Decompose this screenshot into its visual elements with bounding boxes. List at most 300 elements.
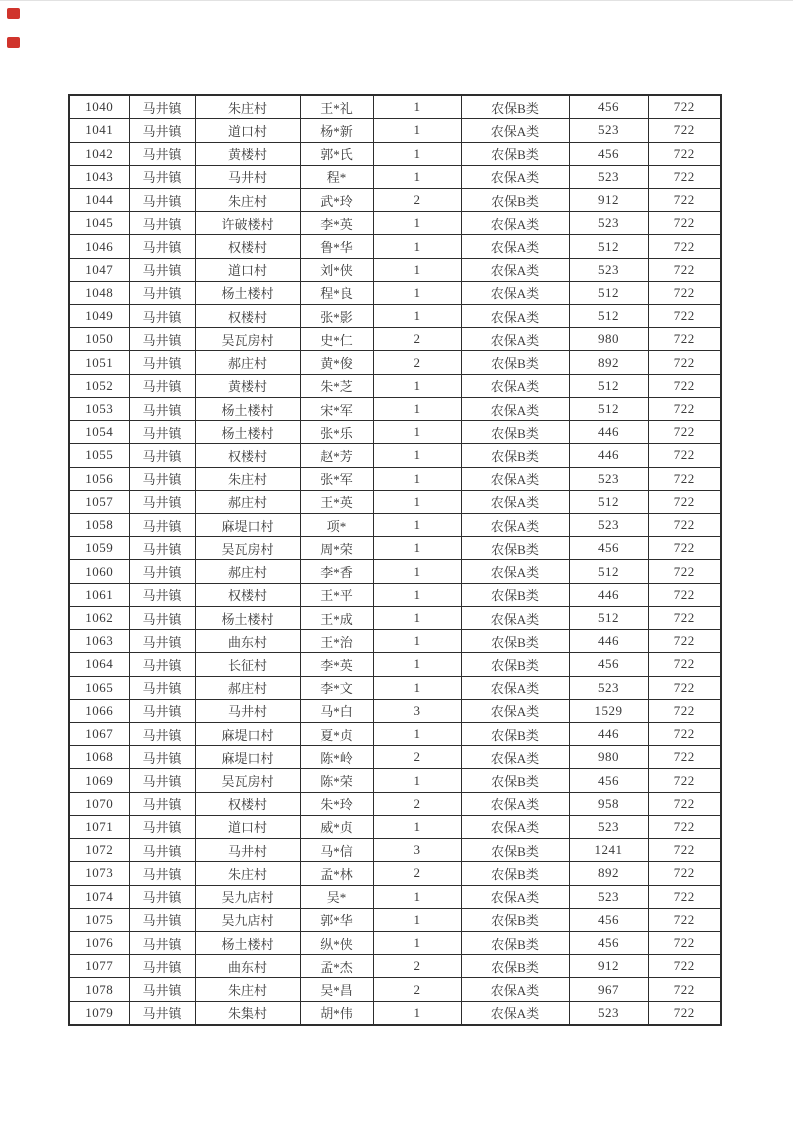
cell-person-name: 黄*俊 [300,351,373,374]
cell-serial-number: 1042 [69,142,129,165]
cell-code: 722 [648,421,721,444]
cell-town: 马井镇 [129,839,195,862]
cell-town: 马井镇 [129,630,195,653]
cell-person-name: 郭*氏 [300,142,373,165]
cell-insurance-category: 农保A类 [461,885,569,908]
cell-insurance-category: 农保A类 [461,374,569,397]
cell-village: 权楼村 [195,583,300,606]
cell-person-name: 鲁*华 [300,235,373,258]
table-row [69,722,721,745]
table-row [69,374,721,397]
pension-roster-body [69,95,721,1025]
cell-town: 马井镇 [129,235,195,258]
cell-amount: 958 [569,792,648,815]
cell-serial-number: 1072 [69,839,129,862]
cell-amount: 456 [569,142,648,165]
cell-town: 马井镇 [129,722,195,745]
cell-amount: 456 [569,537,648,560]
table-row [69,95,721,119]
cell-person-name: 李*香 [300,560,373,583]
table-row [69,1001,721,1025]
cell-amount: 456 [569,931,648,954]
cell-serial-number: 1068 [69,746,129,769]
cell-person-count: 1 [373,676,461,699]
cell-village: 长征村 [195,653,300,676]
table-row [69,746,721,769]
cell-village: 吴九店村 [195,885,300,908]
cell-person-count: 1 [373,142,461,165]
cell-village: 黄楼村 [195,142,300,165]
cell-person-name: 周*荣 [300,537,373,560]
cell-village: 吴九店村 [195,908,300,931]
cell-town: 马井镇 [129,490,195,513]
cell-person-name: 刘*侠 [300,258,373,281]
cell-person-count: 1 [373,769,461,792]
cell-village: 杨土楼村 [195,281,300,304]
cell-person-name: 孟*林 [300,862,373,885]
cell-code: 722 [648,815,721,838]
cell-insurance-category: 农保A类 [461,676,569,699]
cell-serial-number: 1073 [69,862,129,885]
cell-code: 722 [648,1001,721,1025]
cell-amount: 523 [569,1001,648,1025]
cell-serial-number: 1079 [69,1001,129,1025]
cell-code: 722 [648,583,721,606]
cell-town: 马井镇 [129,908,195,931]
cell-serial-number: 1044 [69,188,129,211]
cell-serial-number: 1070 [69,792,129,815]
cell-town: 马井镇 [129,955,195,978]
cell-village: 许破楼村 [195,212,300,235]
cell-person-count: 3 [373,699,461,722]
cell-insurance-category: 农保A类 [461,1001,569,1025]
cell-person-count: 1 [373,606,461,629]
cell-serial-number: 1047 [69,258,129,281]
table-row [69,769,721,792]
cell-amount: 892 [569,862,648,885]
cell-person-name: 李*英 [300,212,373,235]
cell-village: 吴瓦房村 [195,328,300,351]
cell-code: 722 [648,862,721,885]
cell-amount: 523 [569,165,648,188]
table-row [69,583,721,606]
cell-serial-number: 1060 [69,560,129,583]
cell-amount: 523 [569,258,648,281]
cell-person-name: 王*平 [300,583,373,606]
cell-town: 马井镇 [129,676,195,699]
cell-insurance-category: 农保B类 [461,421,569,444]
table-row [69,258,721,281]
cell-insurance-category: 农保A类 [461,397,569,420]
cell-amount: 967 [569,978,648,1001]
cell-insurance-category: 农保A类 [461,165,569,188]
cell-town: 马井镇 [129,815,195,838]
cell-person-name: 胡*伟 [300,1001,373,1025]
table-row [69,885,721,908]
table-row [69,397,721,420]
cell-person-count: 1 [373,212,461,235]
cell-amount: 523 [569,885,648,908]
cell-code: 722 [648,839,721,862]
table-row [69,490,721,513]
cell-person-count: 2 [373,328,461,351]
cell-person-name: 程*良 [300,281,373,304]
cell-person-count: 1 [373,653,461,676]
cell-code: 722 [648,281,721,304]
cell-person-count: 2 [373,351,461,374]
cell-code: 722 [648,885,721,908]
cell-person-name: 朱*玲 [300,792,373,815]
cell-serial-number: 1046 [69,235,129,258]
cell-code: 722 [648,699,721,722]
cell-amount: 1241 [569,839,648,862]
cell-person-count: 1 [373,165,461,188]
cell-person-count: 1 [373,490,461,513]
cell-town: 马井镇 [129,305,195,328]
cell-person-name: 王*成 [300,606,373,629]
cell-village: 吴瓦房村 [195,537,300,560]
table-row [69,421,721,444]
table-row [69,467,721,490]
cell-village: 朱庄村 [195,862,300,885]
cell-person-count: 2 [373,862,461,885]
cell-person-name: 马*白 [300,699,373,722]
cell-insurance-category: 农保A类 [461,815,569,838]
cell-insurance-category: 农保A类 [461,212,569,235]
cell-person-count: 1 [373,514,461,537]
cell-person-name: 威*贞 [300,815,373,838]
cell-serial-number: 1040 [69,95,129,119]
cell-amount: 912 [569,188,648,211]
cell-town: 马井镇 [129,95,195,119]
table-row [69,862,721,885]
cell-insurance-category: 农保B类 [461,769,569,792]
cell-insurance-category: 农保B类 [461,955,569,978]
cell-village: 朱庄村 [195,95,300,119]
cell-code: 722 [648,165,721,188]
cell-serial-number: 1051 [69,351,129,374]
cell-village: 朱集村 [195,1001,300,1025]
cell-amount: 523 [569,676,648,699]
cell-serial-number: 1062 [69,606,129,629]
cell-amount: 512 [569,397,648,420]
cell-town: 马井镇 [129,444,195,467]
cell-insurance-category: 农保B类 [461,722,569,745]
cell-serial-number: 1074 [69,885,129,908]
cell-person-count: 1 [373,235,461,258]
cell-serial-number: 1063 [69,630,129,653]
cell-person-name: 陈*荣 [300,769,373,792]
cell-town: 马井镇 [129,142,195,165]
cell-town: 马井镇 [129,119,195,142]
cell-town: 马井镇 [129,165,195,188]
cell-amount: 523 [569,467,648,490]
cell-person-name: 陈*岭 [300,746,373,769]
cell-serial-number: 1064 [69,653,129,676]
table-row [69,514,721,537]
cell-amount: 446 [569,722,648,745]
cell-code: 722 [648,746,721,769]
table-row [69,188,721,211]
table-row [69,119,721,142]
cell-village: 杨土楼村 [195,931,300,954]
cell-insurance-category: 农保A类 [461,978,569,1001]
cell-amount: 446 [569,444,648,467]
cell-person-count: 3 [373,839,461,862]
cell-code: 722 [648,374,721,397]
cell-person-name: 马*信 [300,839,373,862]
cell-amount: 446 [569,583,648,606]
cell-amount: 512 [569,305,648,328]
cell-village: 朱庄村 [195,467,300,490]
cell-village: 权楼村 [195,792,300,815]
cell-serial-number: 1057 [69,490,129,513]
cell-code: 722 [648,467,721,490]
cell-town: 马井镇 [129,978,195,1001]
cell-town: 马井镇 [129,258,195,281]
cell-serial-number: 1078 [69,978,129,1001]
cell-serial-number: 1067 [69,722,129,745]
cell-person-count: 1 [373,1001,461,1025]
table-row [69,839,721,862]
cell-code: 722 [648,212,721,235]
cell-village: 朱庄村 [195,978,300,1001]
cell-amount: 512 [569,235,648,258]
cell-person-count: 2 [373,188,461,211]
cell-amount: 523 [569,212,648,235]
cell-serial-number: 1077 [69,955,129,978]
cell-town: 马井镇 [129,885,195,908]
cell-amount: 512 [569,490,648,513]
cell-amount: 512 [569,374,648,397]
cell-town: 马井镇 [129,351,195,374]
table-row [69,978,721,1001]
cell-serial-number: 1071 [69,815,129,838]
table-row [69,142,721,165]
cell-amount: 523 [569,815,648,838]
cell-code: 722 [648,142,721,165]
cell-code: 722 [648,235,721,258]
cell-insurance-category: 农保A类 [461,606,569,629]
cell-person-count: 1 [373,537,461,560]
cell-code: 722 [648,769,721,792]
cell-code: 722 [648,931,721,954]
cell-person-count: 1 [373,444,461,467]
cell-amount: 523 [569,119,648,142]
cell-town: 马井镇 [129,467,195,490]
cell-person-name: 史*仁 [300,328,373,351]
cell-insurance-category: 农保A类 [461,467,569,490]
cell-person-count: 1 [373,722,461,745]
cell-village: 郝庄村 [195,351,300,374]
cell-person-name: 纵*侠 [300,931,373,954]
cell-amount: 456 [569,769,648,792]
table-row [69,815,721,838]
cell-town: 马井镇 [129,212,195,235]
cell-insurance-category: 农保A类 [461,792,569,815]
cell-person-count: 1 [373,281,461,304]
cell-person-count: 1 [373,397,461,420]
table-row [69,560,721,583]
cell-village: 麻堤口村 [195,514,300,537]
cell-person-count: 1 [373,908,461,931]
cell-serial-number: 1054 [69,421,129,444]
cell-town: 马井镇 [129,862,195,885]
cell-insurance-category: 农保A类 [461,119,569,142]
cell-person-name: 李*文 [300,676,373,699]
cell-village: 朱庄村 [195,188,300,211]
table-row [69,212,721,235]
cell-insurance-category: 农保A类 [461,699,569,722]
cell-serial-number: 1049 [69,305,129,328]
cell-person-count: 1 [373,467,461,490]
cell-person-name: 王*治 [300,630,373,653]
cell-town: 马井镇 [129,606,195,629]
cell-serial-number: 1048 [69,281,129,304]
cell-amount: 1529 [569,699,648,722]
cell-insurance-category: 农保B类 [461,142,569,165]
cell-insurance-category: 农保A类 [461,746,569,769]
cell-code: 722 [648,514,721,537]
cell-amount: 512 [569,606,648,629]
cell-serial-number: 1056 [69,467,129,490]
cell-code: 722 [648,676,721,699]
cell-person-count: 1 [373,305,461,328]
cell-serial-number: 1058 [69,514,129,537]
cell-town: 马井镇 [129,328,195,351]
cell-person-count: 2 [373,746,461,769]
cell-serial-number: 1041 [69,119,129,142]
table-row [69,792,721,815]
cell-amount: 892 [569,351,648,374]
cell-insurance-category: 农保B类 [461,537,569,560]
table-row [69,630,721,653]
cell-insurance-category: 农保A类 [461,305,569,328]
table-row [69,931,721,954]
cell-serial-number: 1075 [69,908,129,931]
cell-serial-number: 1052 [69,374,129,397]
cell-serial-number: 1050 [69,328,129,351]
cell-serial-number: 1069 [69,769,129,792]
table-row [69,699,721,722]
cell-code: 722 [648,119,721,142]
cell-town: 马井镇 [129,374,195,397]
table-row [69,676,721,699]
cell-insurance-category: 农保B类 [461,444,569,467]
cell-code: 722 [648,792,721,815]
cell-person-count: 1 [373,421,461,444]
cell-code: 722 [648,537,721,560]
cell-town: 马井镇 [129,188,195,211]
pension-roster-table [68,94,722,1026]
cell-person-name: 王*英 [300,490,373,513]
cell-amount: 456 [569,95,648,119]
cell-village: 权楼村 [195,235,300,258]
cell-insurance-category: 农保A类 [461,235,569,258]
cell-village: 马井村 [195,699,300,722]
cell-amount: 512 [569,281,648,304]
cell-insurance-category: 农保B类 [461,630,569,653]
cell-person-name: 吴*昌 [300,978,373,1001]
cell-person-count: 1 [373,583,461,606]
cell-serial-number: 1061 [69,583,129,606]
cell-person-count: 1 [373,815,461,838]
cell-code: 722 [648,908,721,931]
cell-serial-number: 1059 [69,537,129,560]
cell-insurance-category: 农保B类 [461,862,569,885]
table-row [69,281,721,304]
cell-code: 722 [648,397,721,420]
table-row [69,235,721,258]
cell-amount: 980 [569,746,648,769]
cell-village: 权楼村 [195,305,300,328]
cell-village: 曲东村 [195,955,300,978]
cell-insurance-category: 农保A类 [461,281,569,304]
cell-village: 黄楼村 [195,374,300,397]
table-row [69,606,721,629]
cell-amount: 446 [569,630,648,653]
cell-person-count: 2 [373,978,461,1001]
cell-village: 麻堤口村 [195,746,300,769]
cell-person-name: 朱*芝 [300,374,373,397]
cell-person-name: 张*军 [300,467,373,490]
cell-town: 马井镇 [129,560,195,583]
cell-village: 郝庄村 [195,490,300,513]
cell-person-name: 郭*华 [300,908,373,931]
cell-code: 722 [648,305,721,328]
cell-person-name: 吴* [300,885,373,908]
cell-person-name: 夏*贞 [300,722,373,745]
table-row [69,351,721,374]
cell-town: 马井镇 [129,583,195,606]
cell-town: 马井镇 [129,537,195,560]
cell-town: 马井镇 [129,769,195,792]
cell-code: 722 [648,444,721,467]
cell-amount: 523 [569,514,648,537]
cell-code: 722 [648,722,721,745]
cell-code: 722 [648,188,721,211]
cell-person-name: 孟*杰 [300,955,373,978]
red-annotation-marker-icon [7,37,20,48]
cell-amount: 512 [569,560,648,583]
table-row [69,537,721,560]
cell-insurance-category: 农保B类 [461,653,569,676]
cell-insurance-category: 农保A类 [461,258,569,281]
cell-code: 722 [648,95,721,119]
cell-village: 麻堤口村 [195,722,300,745]
cell-code: 722 [648,258,721,281]
cell-code: 722 [648,630,721,653]
cell-village: 道口村 [195,815,300,838]
cell-serial-number: 1055 [69,444,129,467]
cell-insurance-category: 农保B类 [461,188,569,211]
table-row [69,328,721,351]
cell-insurance-category: 农保A类 [461,560,569,583]
cell-town: 马井镇 [129,1001,195,1025]
cell-person-name: 武*玲 [300,188,373,211]
cell-town: 马井镇 [129,281,195,304]
cell-code: 722 [648,560,721,583]
cell-town: 马井镇 [129,421,195,444]
table-row [69,305,721,328]
cell-town: 马井镇 [129,931,195,954]
cell-village: 杨土楼村 [195,421,300,444]
cell-serial-number: 1045 [69,212,129,235]
cell-village: 杨土楼村 [195,397,300,420]
cell-person-name: 项* [300,514,373,537]
cell-village: 权楼村 [195,444,300,467]
cell-village: 吴瓦房村 [195,769,300,792]
